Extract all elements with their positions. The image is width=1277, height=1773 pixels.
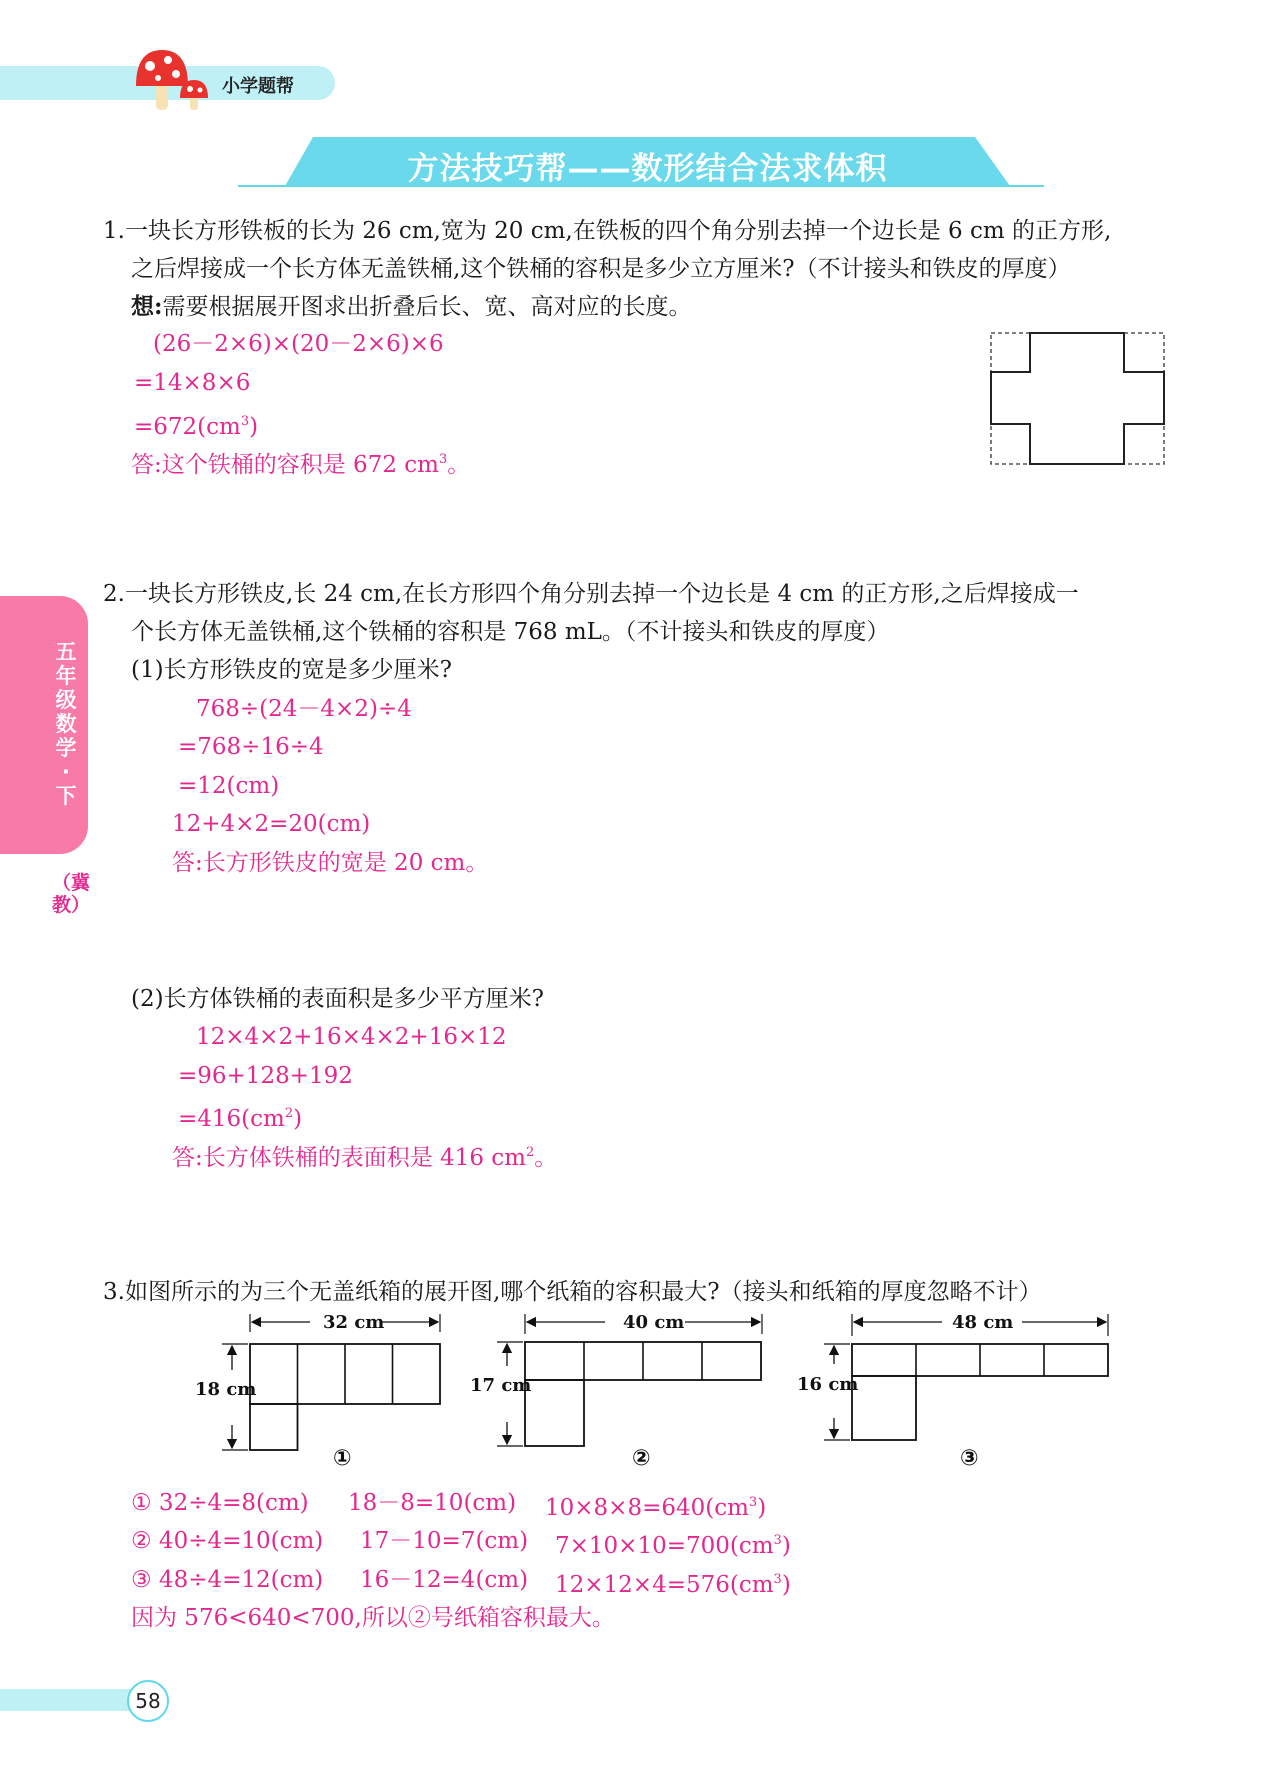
q2-line2: 个长方体无盖铁桶,这个铁桶的容积是 768 mL。（不计接头和铁皮的厚度）	[131, 619, 890, 645]
q3-line1: 3.如图所示的为三个无盖纸箱的展开图,哪个纸箱的容积最大?（接头和纸箱的厚度忽略不计）	[103, 1279, 1042, 1305]
q3-r1b: 18－8=10(cm)	[348, 1490, 517, 1516]
q3-r3b: 16－12=4(cm)	[360, 1567, 529, 1593]
q3-r3c	[555, 1561, 791, 1604]
mushroom-logo-icon	[128, 44, 218, 114]
q1-answer-main: 答:这个铁桶的容积是 672 cm	[131, 452, 439, 478]
q2-p2-answer-end: 。	[534, 1145, 558, 1171]
q2-p2-step1: 12×4×2+16×4×2+16×12	[196, 1024, 507, 1050]
q1-step3	[134, 403, 258, 446]
q2-p1-answer: 答:长方形铁皮的宽是 20 cm。	[172, 850, 489, 876]
q3-r2c-sup: 3	[773, 1533, 782, 1548]
q2-p2-step3-end: )	[293, 1106, 303, 1132]
q2-p1-step2: =768÷16÷4	[178, 734, 324, 760]
footer-bar	[0, 1689, 135, 1711]
q1-step3-end: )	[249, 414, 259, 440]
q1-hint	[131, 288, 692, 326]
grade-label: 五年级数学·下	[55, 640, 77, 808]
q3-fig3-height: 16 cm	[797, 1374, 859, 1395]
q1-step3-sup: 3	[240, 414, 250, 429]
q2-p1-step4: 12+4×2=20(cm)	[172, 811, 371, 837]
q2-part2: (2)长方体铁桶的表面积是多少平方厘米?	[131, 986, 544, 1012]
q2-p2-step2: =96+128+192	[178, 1063, 353, 1089]
q3-r2c-main: 7×10×10=700(cm	[555, 1533, 774, 1559]
q3-fig3-num: ③	[960, 1446, 979, 1471]
q3-conclusion: 因为 576<640<700,所以②号纸箱容积最大。	[131, 1605, 615, 1631]
q3-r1c-sup: 3	[748, 1495, 758, 1510]
q1-hint-text: 需要根据展开图求出折叠后长、宽、高对应的长度。	[162, 294, 692, 320]
q3-r2a: ② 40÷4=10(cm)	[131, 1528, 324, 1554]
page-title: 方法技巧帮——数形结合法求体积	[407, 151, 888, 187]
brand-name: 小学题帮	[222, 76, 294, 97]
q1-answer-end: 。	[447, 452, 471, 478]
q2-p1-step1: 768÷(24－4×2)÷4	[196, 696, 412, 722]
q3-r3c-main: 12×12×4=576(cm	[555, 1572, 774, 1598]
q3-r1a: ① 32÷4=8(cm)	[131, 1490, 309, 1516]
q1-answer-sup: 3	[438, 452, 448, 467]
q3-fig1-width: 32 cm	[323, 1312, 385, 1333]
q2-line1: 2.一块长方形铁皮,长 24 cm,在长方形四个角分别去掉一个边长是 4 cm 的正方形,之后焊接成一	[103, 581, 1079, 607]
q3-fig1-height: 18 cm	[195, 1379, 257, 1400]
q2-p2-step3-main: =416(cm	[178, 1106, 285, 1132]
q2-p2-answer-main: 答:长方体铁桶的表面积是 416 cm	[172, 1145, 526, 1171]
q2-p1-step3: =12(cm)	[178, 773, 280, 799]
q3-fig1-num: ①	[333, 1446, 352, 1471]
edition-label: （冀教）	[52, 872, 91, 916]
q3-r2c-end: )	[781, 1533, 791, 1559]
q2-p2-step3	[178, 1095, 302, 1138]
q1-step3-main: =672(cm	[134, 414, 241, 440]
q3-fig3-width: 48 cm	[952, 1312, 1014, 1333]
q1-step1: (26－2×6)×(20－2×6)×6	[153, 331, 444, 357]
q1-line1: 1.一块长方形铁板的长为 26 cm,宽为 20 cm,在铁板的四个角分别去掉一个边长是 6 cm 的正方形,	[103, 218, 1112, 244]
q1-line2: 之后焊接成一个长方体无盖铁桶,这个铁桶的容积是多少立方厘米?（不计接头和铁皮的厚度）	[131, 256, 1071, 282]
q2-p2-answer	[172, 1134, 557, 1177]
q3-fig2-height: 17 cm	[470, 1375, 532, 1396]
q1-net-diagram	[990, 332, 1166, 466]
q3-r2b: 17－10=7(cm)	[360, 1528, 529, 1554]
q3-r3c-end: )	[781, 1572, 791, 1598]
q3-r1c	[545, 1484, 766, 1527]
q3-r1c-main: 10×8×8=640(cm	[545, 1495, 749, 1521]
q2-part1: (1)长方形铁皮的宽是多少厘米?	[131, 657, 452, 683]
q3-fig2-width: 40 cm	[623, 1312, 685, 1333]
q3-r2c	[555, 1522, 791, 1565]
q3-r1c-end: )	[757, 1495, 767, 1521]
q3-fig2-num: ②	[632, 1446, 651, 1471]
page-number: 58	[127, 1680, 169, 1722]
q2-p2-answer-sup: 2	[525, 1145, 535, 1160]
q3-r3c-sup: 3	[773, 1572, 782, 1587]
q1-answer	[131, 441, 470, 484]
q1-step2: =14×8×6	[134, 370, 251, 396]
q3-r3a: ③ 48÷4=12(cm)	[131, 1567, 324, 1593]
q2-p2-step3-sup: 2	[284, 1106, 294, 1121]
q1-hint-label: 想:	[131, 293, 163, 320]
